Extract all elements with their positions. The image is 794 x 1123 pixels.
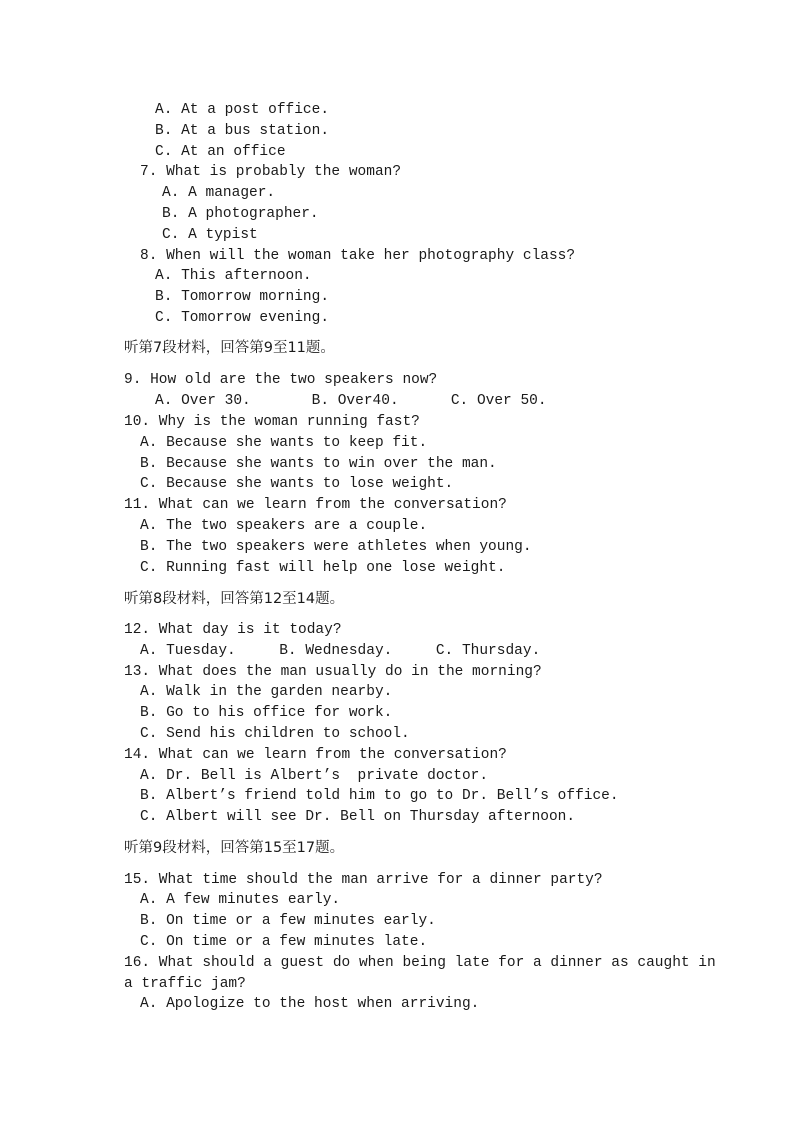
q15-option-c: C. On time or a few minutes late. bbox=[140, 934, 428, 950]
q6-option-a: A. At a post office. bbox=[155, 102, 330, 118]
q11-option-a: A. The two speakers are a couple. bbox=[140, 518, 428, 534]
q10-option-a: A. Because she wants to keep fit. bbox=[140, 435, 428, 451]
section-header-8: 听第8段材料，回答第12至14题。 bbox=[124, 591, 345, 607]
q15-option-b: B. On time or a few minutes early. bbox=[140, 913, 436, 929]
q13-option-b: B. Go to his office for work. bbox=[140, 705, 393, 721]
q12-question: 12. What day is it today? bbox=[124, 622, 342, 638]
q14-option-c: C. Albert will see Dr. Bell on Thursday afternoon. bbox=[140, 809, 576, 825]
q7-option-a: A. A manager. bbox=[162, 185, 276, 201]
q11-question: 11. What can we learn from the conversation? bbox=[124, 497, 507, 513]
q16-question: 16. What should a guest do when being late for a dinner as caught in bbox=[124, 955, 716, 971]
q6-option-c: C. At an office bbox=[155, 144, 286, 160]
q15-question: 15. What time should the man arrive for a dinner party? bbox=[124, 872, 603, 888]
q11-option-b: B. The two speakers were athletes when young. bbox=[140, 539, 532, 555]
q15-option-a: A. A few minutes early. bbox=[140, 892, 341, 908]
q14-question: 14. What can we learn from the conversation? bbox=[124, 747, 507, 763]
q7-option-c: C. A typist bbox=[162, 227, 258, 243]
q9-options: A. Over 30. B. Over40. C. Over 50. bbox=[155, 393, 547, 409]
q6-option-b: B. At a bus station. bbox=[155, 123, 330, 139]
section-header-9: 听第9段材料，回答第15至17题。 bbox=[124, 840, 345, 856]
q12-options: A. Tuesday. B. Wednesday. C. Thursday. bbox=[140, 643, 541, 659]
q16-option-a: A. Apologize to the host when arriving. bbox=[140, 996, 480, 1012]
q13-option-c: C. Send his children to school. bbox=[140, 726, 410, 742]
q9-question: 9. How old are the two speakers now? bbox=[124, 372, 438, 388]
q10-option-c: C. Because she wants to lose weight. bbox=[140, 476, 454, 492]
q14-option-b: B. Albert’s friend told him to go to Dr. Bell’s office. bbox=[140, 788, 619, 804]
q8-question: 8. When will the woman take her photography class? bbox=[140, 248, 576, 264]
q14-option-a: A. Dr. Bell is Albert’s private doctor. bbox=[140, 768, 489, 784]
q8-option-c: C. Tomorrow evening. bbox=[155, 310, 330, 326]
q8-option-b: B. Tomorrow morning. bbox=[155, 289, 330, 305]
section-header-7: 听第7段材料，回答第9至11题。 bbox=[124, 340, 335, 356]
q7-question: 7. What is probably the woman? bbox=[140, 164, 402, 180]
q10-question: 10. Why is the woman running fast? bbox=[124, 414, 420, 430]
q13-question: 13. What does the man usually do in the morning? bbox=[124, 664, 542, 680]
q16-question-continued: a traffic jam? bbox=[124, 976, 246, 992]
q13-option-a: A. Walk in the garden nearby. bbox=[140, 684, 393, 700]
q8-option-a: A. This afternoon. bbox=[155, 268, 312, 284]
q11-option-c: C. Running fast will help one lose weight. bbox=[140, 560, 506, 576]
q10-option-b: B. Because she wants to win over the man. bbox=[140, 456, 497, 472]
q7-option-b: B. A photographer. bbox=[162, 206, 319, 222]
